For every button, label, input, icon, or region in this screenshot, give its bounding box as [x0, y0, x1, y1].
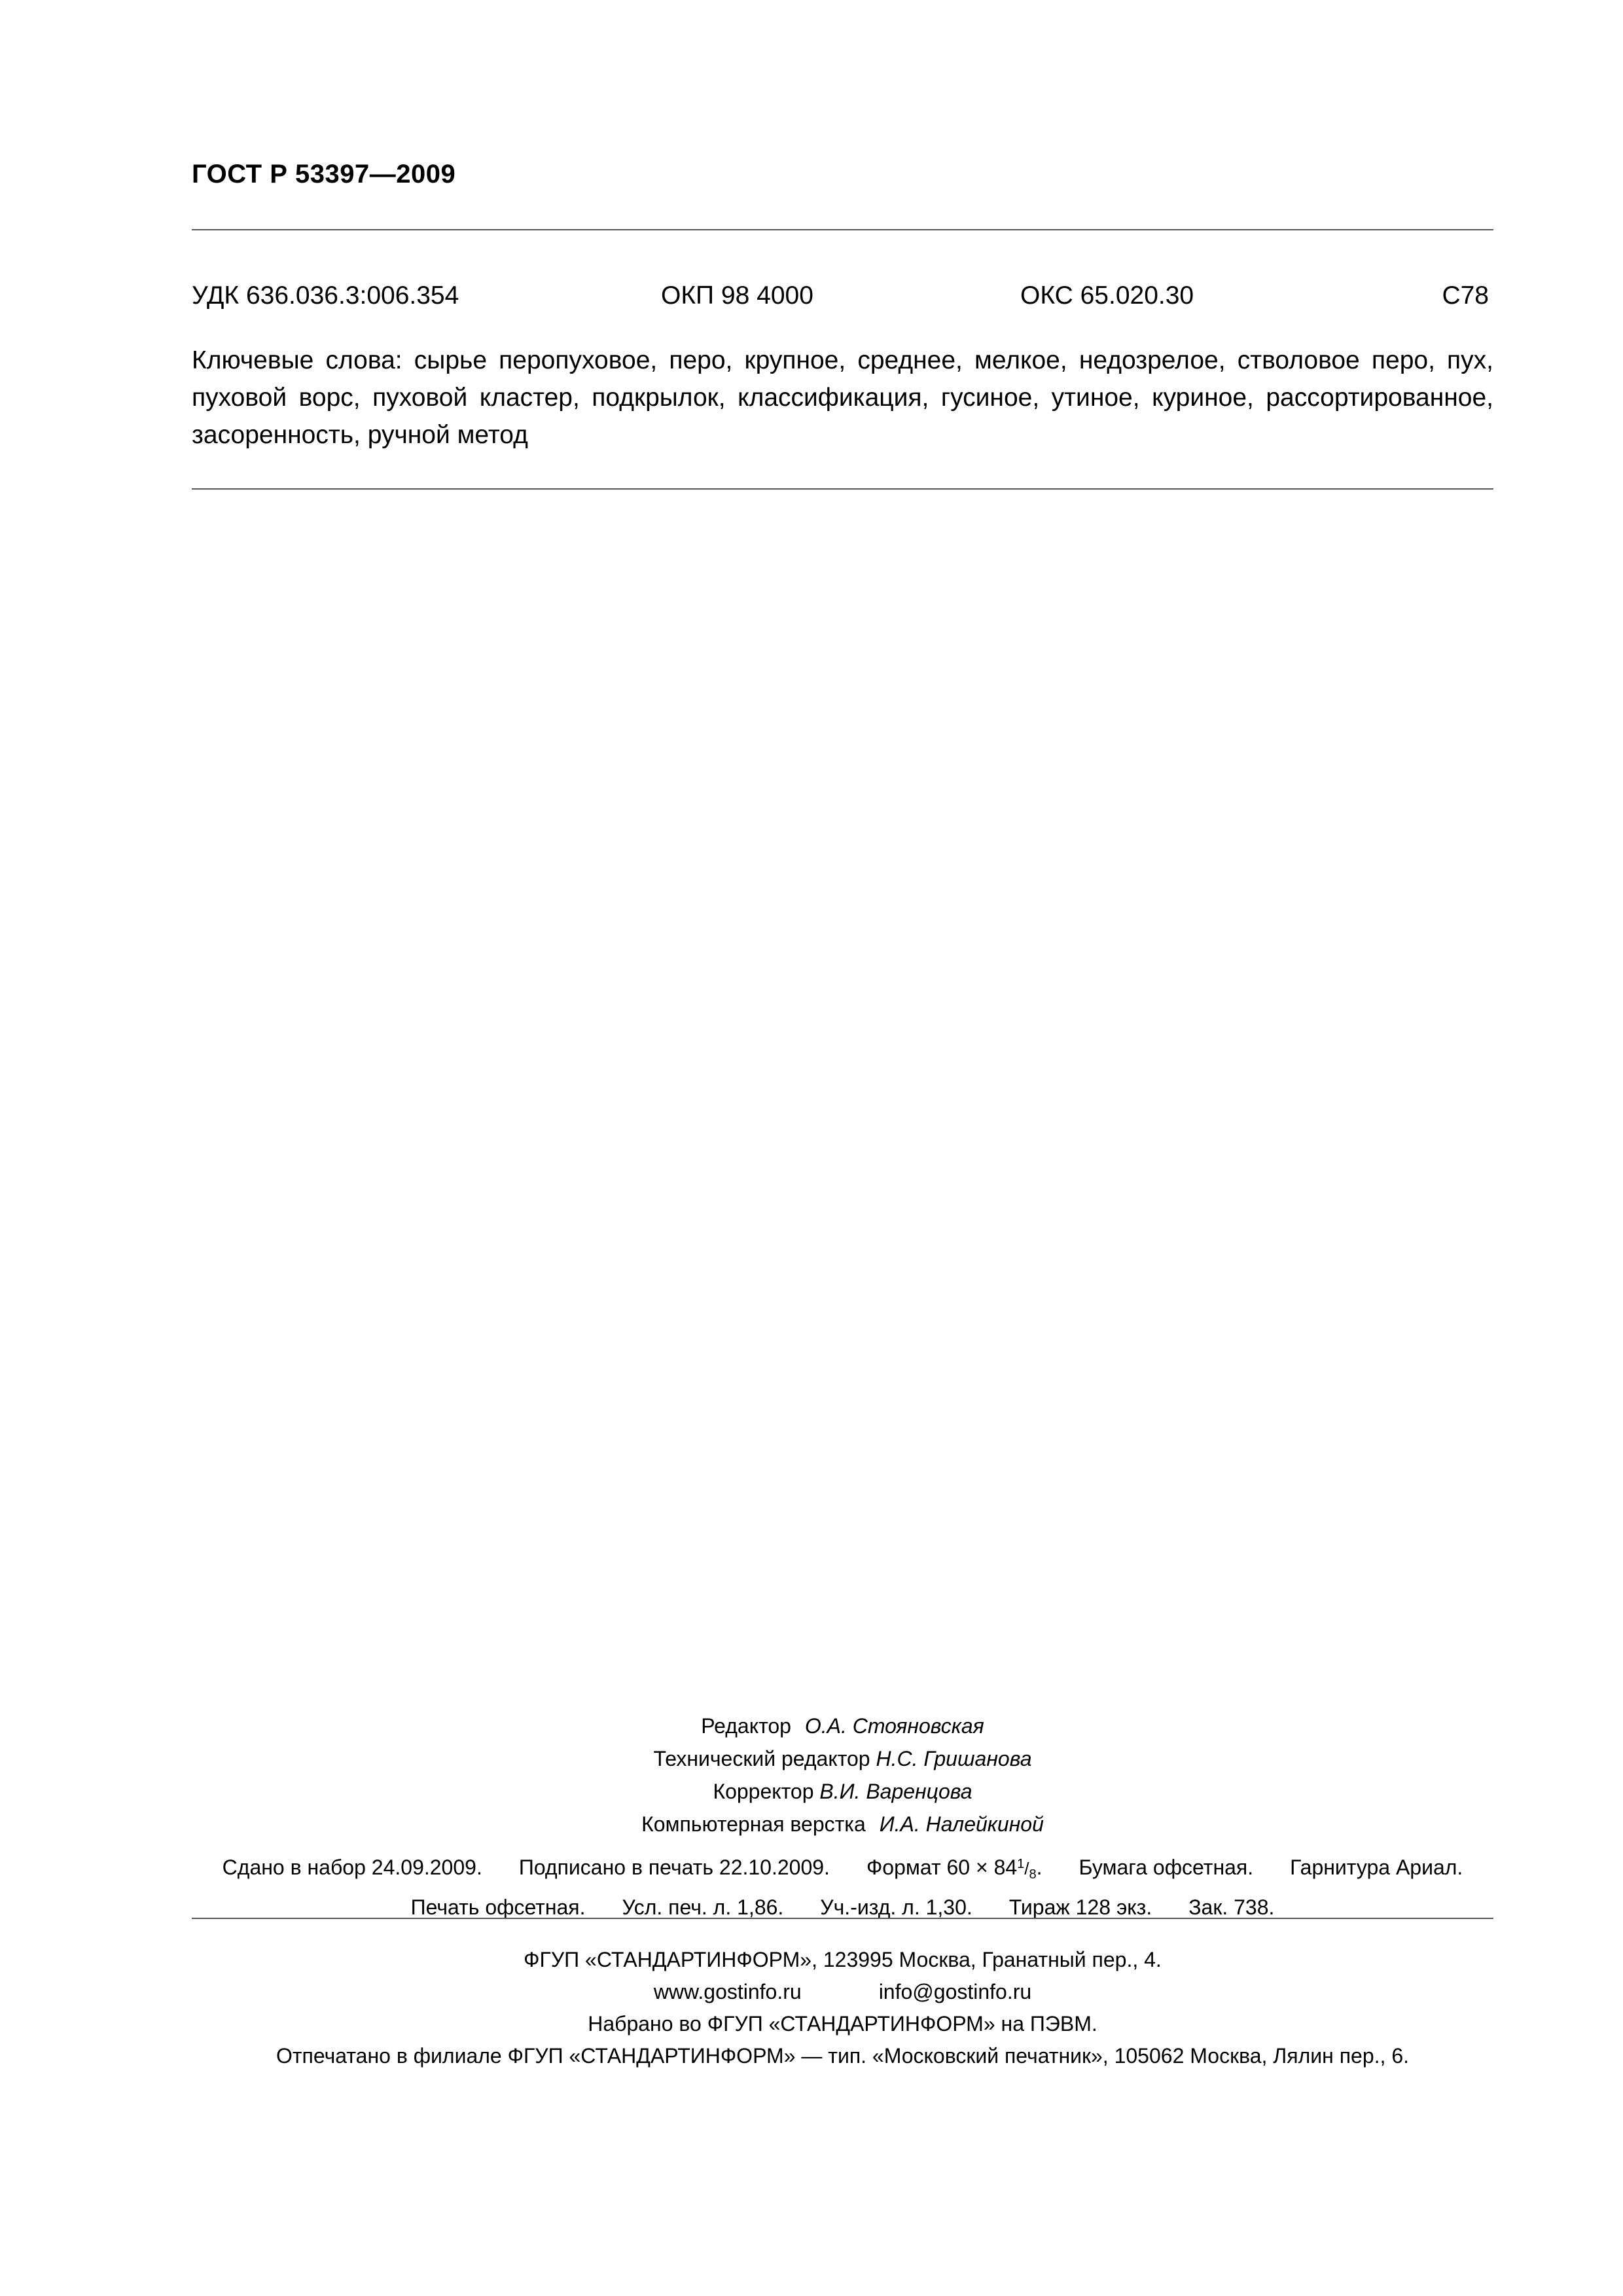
keywords-label: Ключевые слова: — [192, 346, 402, 374]
keywords-text: сырье перопуховое, перо, крупное, среднее, мелкое, недозрелое, стволовое перо, пух, пуховой ворс, пуховой кластер, подкрылок, классификация, гусиное, утиное, куриное, рассортированное, засоренность, ручной метод — [192, 346, 1493, 449]
typeset-note: Набрано во ФГУП «СТАНДАРТИНФОРМ» на ПЭВМ. — [588, 2012, 1097, 2036]
credit-name: Н.С. Гришанова — [876, 1747, 1032, 1770]
keywords-divider — [192, 488, 1493, 490]
credit-editor — [192, 1710, 1493, 1742]
typeface: Гарнитура Ариал. — [1290, 1856, 1463, 1879]
imprint-divider — [192, 1918, 1493, 1919]
format-label: Формат 60 × 84 — [866, 1856, 1018, 1879]
credit-name: В.И. Варенцова — [819, 1780, 972, 1803]
credit-role: Редактор — [701, 1714, 791, 1738]
credit-role: Корректор — [713, 1780, 814, 1803]
keywords-block — [192, 342, 1493, 454]
print-info-block — [192, 1848, 1493, 1924]
printing-type: Печать офсетная. — [410, 1895, 586, 1919]
classification-codes — [192, 281, 1493, 314]
submitted-date: Сдано в набор 24.09.2009. — [222, 1856, 482, 1879]
credit-tech-editor — [192, 1742, 1493, 1775]
credit-role: Технический редактор — [653, 1747, 870, 1770]
print-run: Тираж 128 экз. — [1008, 1895, 1152, 1919]
credits-block — [192, 1710, 1493, 1840]
print-info-line-1: Сдано в набор 24.09.2009. Подписано в печать 22.10.2009. Формат $60 \times 84^1/_8$. Бумага офсетная. Гарнитура Ариал. — [222, 1856, 1463, 1882]
publisher-sheets: Уч.-изд. л. 1,30. — [820, 1895, 972, 1919]
printed-note: Отпечатано в филиале ФГУП «СТАНДАРТИНФОРМ» — тип. «Московский печатник», 105062 Москва, Лялин пер., 6. — [276, 2044, 1409, 2068]
format-fraction: $^1/_8$ — [1017, 1857, 1037, 1882]
credit-name: О.А. Стояновская — [804, 1714, 984, 1738]
fraction-numerator: 1 — [1017, 1857, 1025, 1871]
print-sheets: Усл. печ. л. 1,86. — [622, 1895, 784, 1919]
publisher-block — [192, 1944, 1493, 2072]
fraction-denominator: 8 — [1029, 1867, 1037, 1882]
publisher-email: info@gostinfo.ru — [878, 1980, 1032, 2003]
okp-code: ОКП 98 4000 — [661, 281, 813, 310]
credit-corrector — [192, 1775, 1493, 1808]
signed-date: Подписано в печать 22.10.2009. — [518, 1856, 830, 1879]
group-code: С78 — [1442, 281, 1489, 310]
order-number: Зак. 738. — [1188, 1895, 1275, 1919]
credit-role: Компьютерная верстка — [641, 1812, 866, 1836]
credit-layout — [192, 1808, 1493, 1840]
publisher-address: ФГУП «СТАНДАРТИНФОРМ», 123995 Москва, Гранатный пер., 4. — [524, 1948, 1162, 1971]
oks-code: ОКС 65.020.30 — [1020, 281, 1194, 310]
publisher-contacts — [192, 1976, 1493, 2008]
credit-name: И.А. Налейкиной — [879, 1812, 1044, 1836]
udk-code: УДК 636.036.3:006.354 — [192, 281, 459, 310]
document-id: ГОСТ Р 53397—2009 — [192, 160, 456, 188]
header-divider — [192, 229, 1493, 230]
publisher-website: www.gostinfo.ru — [653, 1980, 802, 2003]
paper-type: Бумага офсетная. — [1079, 1856, 1254, 1879]
